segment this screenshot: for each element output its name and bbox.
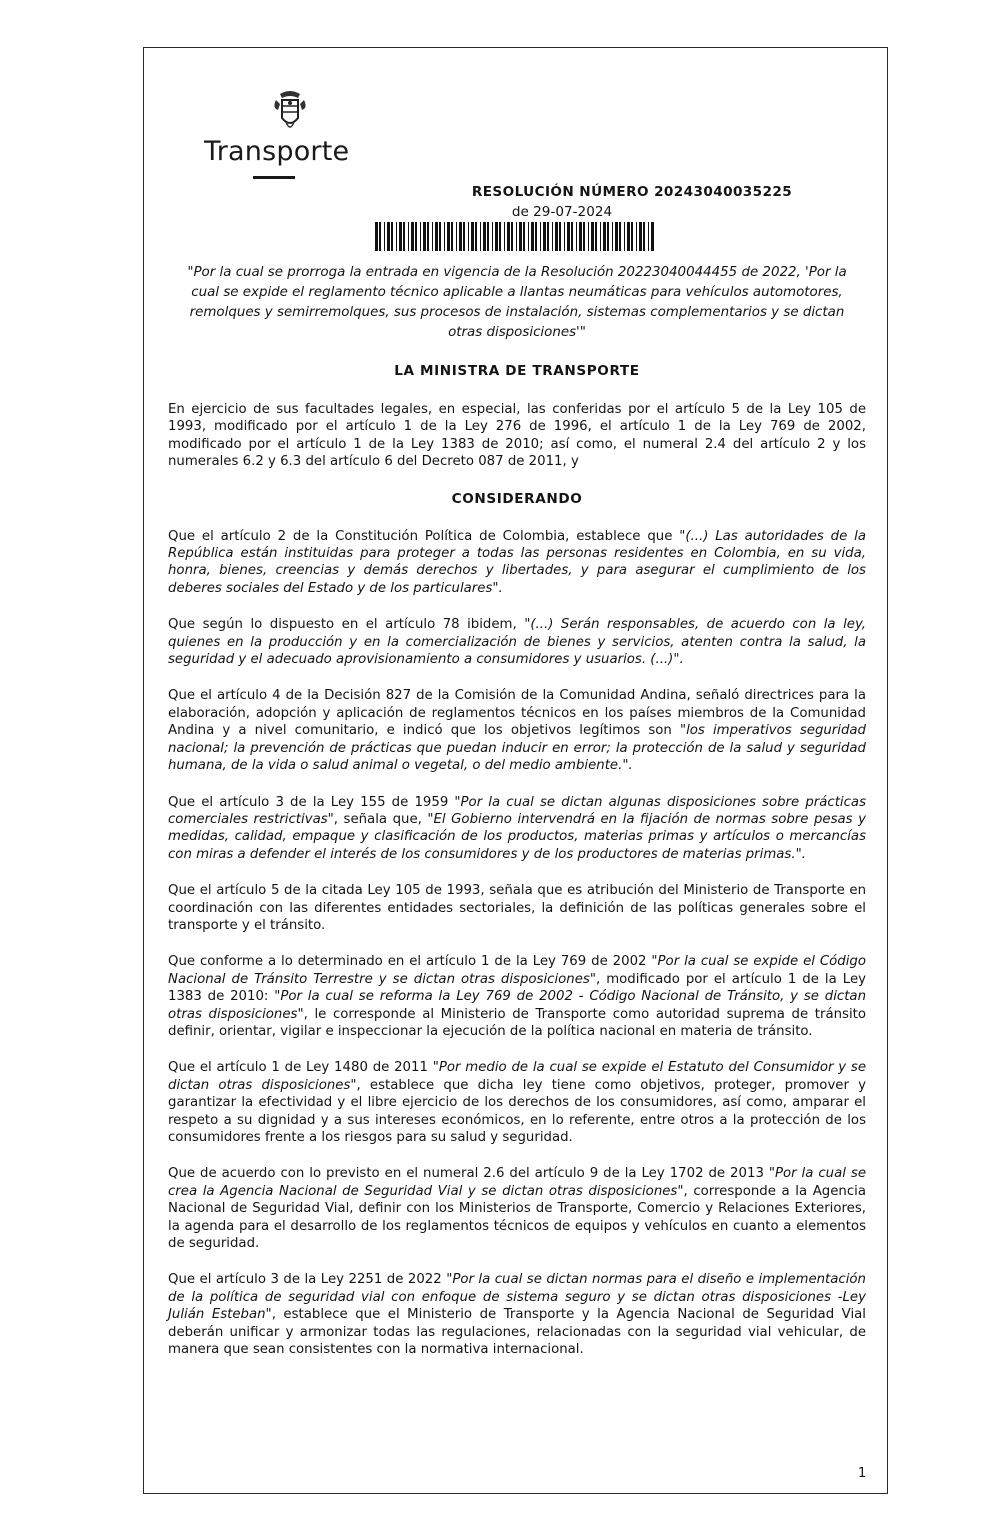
barcode-bar bbox=[399, 222, 402, 251]
quoted-text: "(...) Las autoridades de la República están instituidas para proteger a todas las personas residentes en Colombia, en su vida, honra, bienes, creencias y demás derechos y libertades, y para asegurar el cumplimiento de los deberes sociales del Estado y de los particulares". bbox=[168, 528, 867, 596]
barcode-bar bbox=[607, 222, 609, 251]
barcode-bar bbox=[468, 222, 469, 251]
consideration-paragraph bbox=[168, 1059, 866, 1146]
barcode-bar bbox=[588, 222, 589, 251]
coat-of-arms-icon bbox=[272, 88, 308, 134]
barcode-bar bbox=[511, 222, 513, 251]
barcode-bar bbox=[555, 222, 558, 251]
barcode-bar bbox=[571, 222, 573, 251]
considerando-heading: CONSIDERANDO bbox=[451, 490, 583, 507]
barcode-bar bbox=[516, 222, 517, 251]
barcode-bar bbox=[444, 222, 445, 251]
barcode-bar bbox=[648, 222, 649, 251]
barcode-bar bbox=[576, 222, 577, 251]
paragraph-text: Que de acuerdo con lo previsto en el numeral 2.6 del artículo 9 de la Ley 1702 de 2013 bbox=[168, 1166, 769, 1182]
paragraph-text: , señala que, bbox=[333, 811, 428, 827]
considerations bbox=[168, 528, 866, 1359]
consideration-paragraph bbox=[168, 953, 866, 1040]
quoted-text: "Por la cual se reforma la Ley 769 de 2002 - Código Nacional de Tránsito, y se dictan otras disposiciones" bbox=[168, 989, 867, 1022]
quoted-text: "Por medio de la cual se expide el Estatuto del Consumidor y se dictan otras disposiciones" bbox=[168, 1060, 867, 1093]
barcode-bar bbox=[411, 222, 414, 251]
barcode-bar bbox=[487, 222, 489, 251]
document-header bbox=[168, 88, 866, 340]
consideration-paragraph bbox=[168, 794, 866, 864]
barcode-bar bbox=[624, 222, 625, 251]
barcode-bar bbox=[579, 222, 582, 251]
barcode-bar bbox=[543, 222, 546, 251]
paragraph-text: , establece que el Ministerio de Transporte y la Agencia Nacional de Seguridad Vial deberán unificar y armonizar todas las regulaciones, relacionadas con la seguridad vial vehicular, de manera que sean consistentes con la normativa internacional. bbox=[168, 1307, 866, 1358]
consideration-paragraph bbox=[168, 1271, 866, 1358]
quoted-text: "Por la cual se dictan normas para el diseño e implementación de la política de seguridad vial con enfoque de sistema seguro y se dictan otras disposiciones -Ley Julián Esteban" bbox=[168, 1272, 866, 1323]
barcode-bar bbox=[523, 222, 525, 251]
barcode-bar bbox=[651, 222, 654, 251]
resolution-number: RESOLUCIÓN NÚMERO 20243040035225 bbox=[471, 184, 793, 200]
ministry-divider bbox=[253, 176, 295, 179]
quoted-text: "los imperativos seguridad nacional; la prevención de prácticas que puedan inducir en error; la protección de la salud y seguridad humana, de la vida o salud animal o vegetal, o del medio ambiente.". bbox=[168, 723, 866, 774]
barcode-bar bbox=[612, 222, 613, 251]
barcode-bar bbox=[531, 222, 534, 251]
paragraph-text: Que el artículo 2 de la Constitución Política de Colombia, establece que bbox=[168, 528, 680, 544]
consideration-paragraph bbox=[168, 687, 866, 774]
barcode-bar bbox=[439, 222, 441, 251]
paragraph-text: Que el artículo 3 de la Ley 155 de 1959 bbox=[168, 794, 455, 810]
consideration-paragraph bbox=[168, 882, 866, 934]
paragraph-text: Que conforme a lo determinado en el artículo 1 de la Ley 769 de 2002 bbox=[168, 954, 652, 970]
barcode-bar bbox=[559, 222, 561, 251]
barcode-bar bbox=[384, 222, 385, 251]
barcode-bar bbox=[603, 222, 606, 251]
barcode-bar bbox=[495, 222, 498, 251]
quoted-text: "(...) Serán responsables, de acuerdo con la ley, quienes en la producción y en la comercialización de bienes y servicios, atenten contra la salud, la seguridad y el adecuado aprovisionamiento a consumidores y usuarios. (...)". bbox=[168, 617, 867, 668]
paragraph-text: , le corresponde al Ministerio de Transporte como autoridad suprema de tránsito definir, orientar, vigilar e inspeccionar la ejecución de la política nacional en materia de tránsito. bbox=[168, 1006, 867, 1039]
consideration-paragraph bbox=[168, 528, 866, 598]
barcode-bar bbox=[471, 222, 474, 251]
barcode-bar bbox=[379, 222, 381, 251]
barcode-bar bbox=[420, 222, 421, 251]
barcode-bar bbox=[475, 222, 477, 251]
resolution-date: de 29-07-2024 bbox=[511, 204, 613, 220]
barcode-bar bbox=[547, 222, 549, 251]
barcode-bar bbox=[483, 222, 486, 251]
barcode-bar bbox=[567, 222, 570, 251]
barcode-bar bbox=[480, 222, 481, 251]
barcode-bar bbox=[451, 222, 453, 251]
barcode-bar bbox=[492, 222, 493, 251]
quoted-text: "Por la cual se crea la Agencia Nacional de Seguridad Vial y se dictan otras disposiciones" bbox=[168, 1166, 866, 1199]
consideration-paragraph bbox=[168, 1165, 866, 1252]
barcode-bar bbox=[591, 222, 594, 251]
paragraph-text: , corresponde a la Agencia Nacional de Seguridad Vial, definir con los Ministerios de Transporte, Comercio y Relaciones Exteriores, la agenda para el desarrollo de los reglamentos técnicos de equipos y vehículos en cuanto a elementos de seguridad. bbox=[168, 1183, 866, 1252]
barcode-bar bbox=[540, 222, 541, 251]
barcode-bar bbox=[636, 222, 637, 251]
barcode-bar bbox=[403, 222, 405, 251]
barcode-bar bbox=[631, 222, 633, 251]
barcode-bar bbox=[415, 222, 417, 251]
barcode-bar bbox=[391, 222, 393, 251]
barcode-bar bbox=[639, 222, 642, 251]
barcode bbox=[375, 222, 654, 251]
barcode-bar bbox=[447, 222, 450, 251]
barcode-bar bbox=[459, 222, 462, 251]
authority-heading: LA MINISTRA DE TRANSPORTE bbox=[394, 363, 640, 379]
barcode-bar bbox=[396, 222, 397, 251]
barcode-bar bbox=[583, 222, 585, 251]
barcode-bar bbox=[387, 222, 390, 251]
quoted-text: "Por la cual se expide el Código Nacional de Tránsito Terrestre y se dictan otras disposiciones" bbox=[168, 954, 866, 987]
barcode-bar bbox=[499, 222, 501, 251]
document-body bbox=[168, 88, 866, 1358]
barcode-bar bbox=[423, 222, 426, 251]
quoted-text: "El Gobierno intervendrá en la fijación de normas sobre pesas y medidas, calidad, empaque y clasificación de los productos, materias primas y artículos o mercancías con miras a defender el interés de los consumidores y de los productores de materias primas.". bbox=[168, 811, 866, 862]
barcode-bar bbox=[552, 222, 553, 251]
barcode-bar bbox=[507, 222, 510, 251]
barcode-bar bbox=[427, 222, 429, 251]
paragraph-text: , modificado por el artículo 1 de la Ley 1383 de 2010: bbox=[168, 971, 866, 1005]
preamble: En ejercicio de sus facultades legales, en especial, las conferidas por el artículo 5 de la Ley 105 de 1993, modificado por el artículo 1 de la Ley 276 de 1996, el artículo 1 de la Ley 769 de 2002, modificado por el artículo 1 de la Ley 1383 de 2010; así como, el numeral 2.4 del artículo 2 y los numerales 6.2 y 6.3 del artículo 6 del Decreto 087 de 2011, y bbox=[168, 402, 866, 470]
barcode-bar bbox=[627, 222, 630, 251]
barcode-bar bbox=[595, 222, 597, 251]
barcode-bar bbox=[456, 222, 457, 251]
barcode-bar bbox=[528, 222, 529, 251]
barcode-bar bbox=[615, 222, 618, 251]
barcode-bar bbox=[519, 222, 522, 251]
barcode-bar bbox=[408, 222, 409, 251]
paragraph-text: , establece que dicha ley tiene como objetivos, proteger, promover y garantizar la efectividad y el libre ejercicio de los derechos de los consumidores, así como, amparar el respeto a su dignidad y a sus intereses económicos, en lo referente, entre otros a la protección de los consumidores frente a los riesgos para su salud y seguridad. bbox=[168, 1077, 866, 1145]
consideration-paragraph bbox=[168, 616, 866, 668]
paragraph-text: Que el artículo 4 de la Decisión 827 de la Comisión de la Comunidad Andina, señaló directrices para la elaboración, adopción y aplicación de reglamentos técnicos en los países miembros de la Comunidad Andina y a nivel comunitario, e indicó que los objetivos legítimos son bbox=[168, 688, 866, 739]
barcode-bar bbox=[535, 222, 537, 251]
paragraph-text: Que según lo dispuesto en el artículo 78 ibidem, bbox=[168, 617, 525, 633]
barcode-bar bbox=[432, 222, 433, 251]
barcode-bar bbox=[564, 222, 565, 251]
ministry-name: Transporte bbox=[204, 136, 350, 167]
barcode-bar bbox=[435, 222, 438, 251]
page-number: 1 bbox=[858, 1466, 867, 1481]
quoted-text: "Por la cual se dictan algunas disposiciones sobre prácticas comerciales restrictivas" bbox=[168, 794, 866, 827]
resolution-title: "Por la cual se prorroga la entrada en vigencia de la Resolución 20223040044455 de 2022, 'Por la cual se expide el reglamento técnico aplicable a llantas neumáticas para vehículos automotores, remolques y semirremolques, sus procesos de instalación, sistemas complementarios y se dictan otras disposiciones'" bbox=[187, 265, 847, 340]
barcode-bar bbox=[600, 222, 601, 251]
barcode-bar bbox=[375, 222, 378, 251]
barcode-bar bbox=[643, 222, 645, 251]
paragraph-text: Que el artículo 5 de la citada Ley 105 de 1993, señala que es atribución del Ministerio de Transporte en coordinación con las diferentes entidades sectoriales, la definición de las políticas generales sobre el transporte y el tránsito. bbox=[168, 883, 866, 933]
paragraph-text: Que el artículo 3 de la Ley 2251 de 2022 bbox=[168, 1272, 447, 1288]
barcode-bar bbox=[619, 222, 621, 251]
barcode-bar bbox=[504, 222, 505, 251]
barcode-bar bbox=[463, 222, 465, 251]
paragraph-text: Que el artículo 1 de Ley 1480 de 2011 bbox=[168, 1060, 433, 1076]
